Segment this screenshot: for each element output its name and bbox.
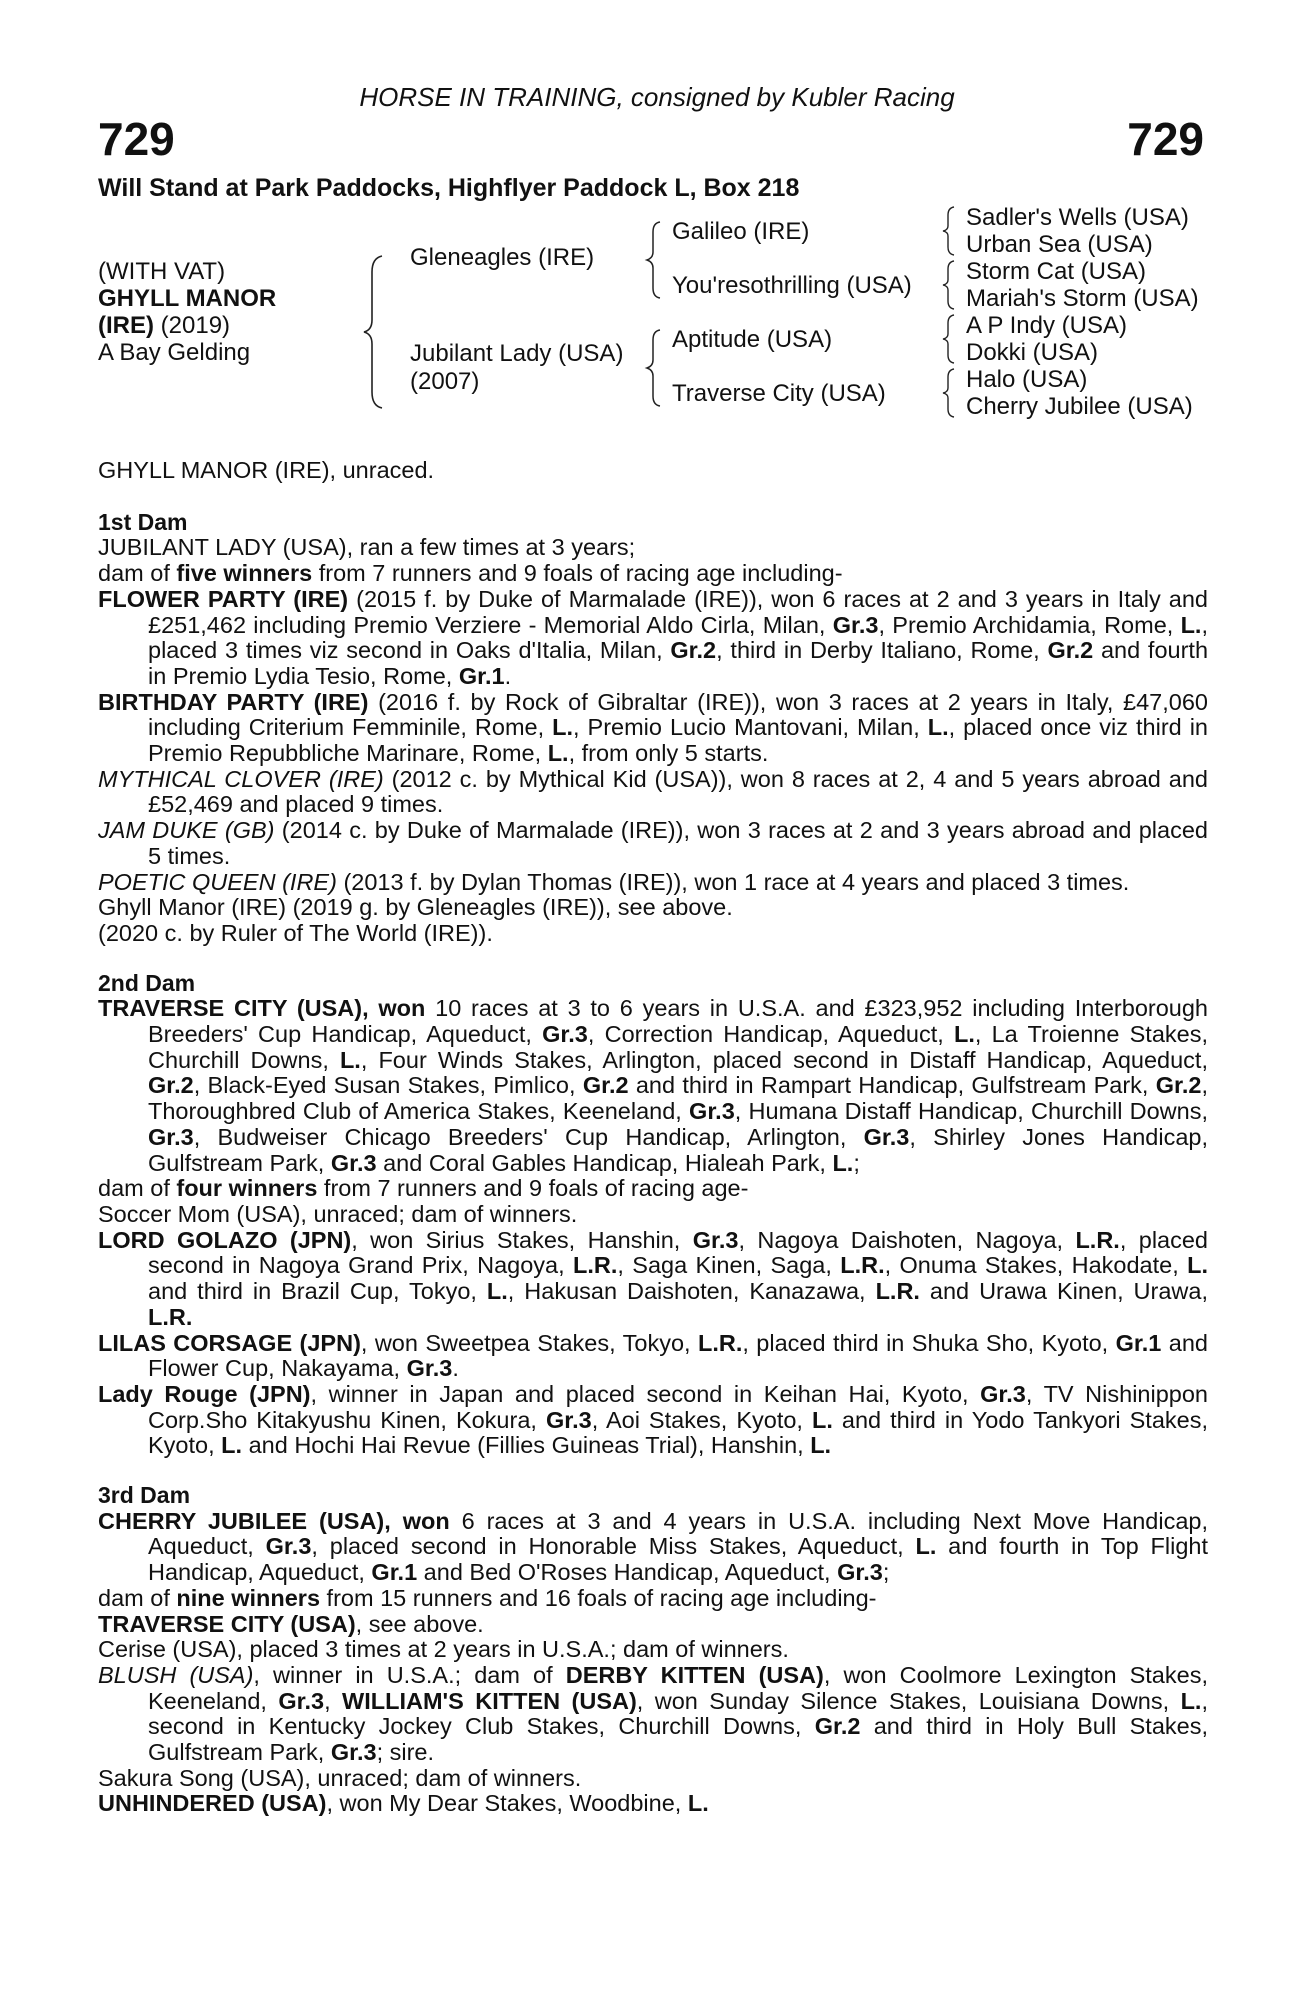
- ancestor-7: Halo (USA): [966, 366, 1088, 393]
- progeny-cerise: Cerise (USA), placed 3 times at 2 years in U.S.A.; dam of winners.: [98, 1636, 789, 1663]
- text-run: , placed second in Nagoya Grand Prix, Nagoya,: [148, 1226, 1208, 1279]
- text-run: and third in Yodo Tankyori Stakes, Kyoto,: [148, 1406, 1208, 1459]
- second-dam-heading: 2nd Dam: [98, 969, 196, 996]
- dam: Jubilant Lady (USA): [410, 340, 624, 367]
- text-run: L.: [1180, 1687, 1202, 1714]
- text-run: nine winners: [176, 1584, 321, 1611]
- text-run: UNHINDERED (USA): [98, 1790, 327, 1817]
- text-run: L.R.: [875, 1278, 920, 1305]
- text-run: , won Sweetpea Stakes, Tokyo,: [360, 1329, 698, 1356]
- brace-g2: [940, 258, 960, 312]
- text-run: and Coral Gables Handicap, Hialeah Park,: [376, 1149, 833, 1176]
- text-run: L.: [552, 714, 574, 741]
- text-run: , Budweiser Chicago Breeders' Cup Handicap, Arlington,: [193, 1123, 864, 1150]
- text-run: .: [452, 1355, 459, 1382]
- sire-dam: You'resothrilling (USA): [672, 272, 912, 299]
- text-run: Gr.1: [371, 1559, 418, 1586]
- text-run: and third in Holy Bull Stakes, Gulfstream Park,: [148, 1713, 1208, 1766]
- text-run: 10 races at 3 to 6 years in U.S.A. and £323,952 including Interborough Breeders' Cup Handicap, Aqueduct,: [148, 995, 1209, 1048]
- third-dam-heading: 3rd Dam: [98, 1482, 191, 1509]
- text-run: ; sire.: [376, 1739, 435, 1766]
- text-run: , won Sunday Silence Stakes, Louisiana Downs,: [636, 1687, 1181, 1714]
- text-run: Gr.3: [148, 1123, 194, 1150]
- first-dam-heading: 1st Dam: [98, 508, 188, 535]
- text-run: , won Coolmore Lexington Stakes, Keeneland,: [148, 1661, 1208, 1714]
- text-run: L.: [953, 1021, 975, 1048]
- text-run: from 15 runners and 16 foals of racing age including-: [320, 1584, 877, 1611]
- dam-sire: Aptitude (USA): [672, 326, 833, 353]
- text-run: .: [504, 662, 512, 689]
- text-run: WILLIAM'S KITTEN (USA): [342, 1687, 637, 1714]
- progeny-blush: [98, 1663, 1208, 1766]
- brace-sire: [644, 218, 668, 302]
- text-run: L.: [915, 1533, 937, 1560]
- text-run: (2016 f. by Rock of Gibraltar (IRE)), won 3 races at 2 years in Italy, £47,060 including Criterium Femminile, Rome,: [148, 688, 1208, 741]
- progeny-birthday-party: [98, 690, 1208, 767]
- second-dam-record: [98, 996, 1208, 1176]
- text-run: dam of: [98, 560, 177, 587]
- progeny-flower-party: [98, 587, 1208, 690]
- text-run: , Saga Kinen, Saga,: [617, 1252, 841, 1279]
- text-run: (2013 f. by Dylan Thomas (IRE)), won 1 race at 4 years and placed 3 times.: [336, 868, 1130, 895]
- ancestor-2: Urban Sea (USA): [966, 231, 1153, 258]
- text-run: TRAVERSE CITY (USA): [98, 1610, 356, 1637]
- text-run: , second in Kentucky Jockey Club Stakes, Churchill Downs,: [148, 1687, 1208, 1740]
- text-run: Gr.3: [330, 1739, 377, 1766]
- progeny-traverse-city: [98, 1612, 1208, 1638]
- text-run: L.R.: [148, 1303, 193, 1330]
- third-dam-record: [98, 1509, 1208, 1586]
- ancestor-5: A P Indy (USA): [966, 312, 1127, 339]
- text-run: L.: [547, 740, 569, 767]
- horse-year: (2019): [154, 312, 231, 339]
- text-run: Gr.3: [863, 1123, 910, 1150]
- text-run: and third in Brazil Cup, Tokyo,: [148, 1278, 487, 1305]
- text-run: , Premio Archidamia, Rome,: [878, 611, 1181, 638]
- text-run: dam of: [98, 1175, 177, 1202]
- text-run: Gr.2: [1155, 1072, 1202, 1099]
- second-dam-dam-of: [98, 1176, 1208, 1202]
- text-run: Gr.3: [692, 1226, 739, 1253]
- text-run: Gr.1: [458, 662, 505, 689]
- text-run: five winners: [176, 560, 313, 587]
- stand-location: Will Stand at Park Paddocks, Highflyer Paddock L, Box 218: [98, 174, 800, 202]
- brace-main: [360, 250, 400, 415]
- text-run: JAM DUKE (GB): [98, 817, 275, 844]
- progeny-ghyll-manor: Ghyll Manor (IRE) (2019 g. by Gleneagles (IRE)), see above.: [98, 894, 733, 921]
- text-run: dam of: [98, 1584, 177, 1611]
- text-run: Gr.2: [814, 1713, 861, 1740]
- progeny-jam-duke: [98, 818, 1208, 869]
- text-run: , Thoroughbred Club of America Stakes, Keeneland,: [148, 1072, 1208, 1125]
- vat-note: (WITH VAT): [98, 258, 226, 285]
- progeny-lilas-corsage: [98, 1331, 1208, 1382]
- text-run: L.R.: [573, 1252, 618, 1279]
- text-run: L.: [486, 1278, 508, 1305]
- text-run: Gr.2: [670, 637, 717, 664]
- text-run: (2012 c. by Mythical Kid (USA)), won 8 races at 2, 4 and 5 years abroad and £52,469 and placed 9 times.: [148, 765, 1208, 818]
- text-run: , placed once viz third in Premio Repubbliche Marinare, Rome,: [148, 714, 1208, 767]
- text-run: , La Troienne Stakes, Churchill Downs,: [148, 1021, 1208, 1073]
- progeny-unhindered: [98, 1791, 1208, 1817]
- lot-number-right: 729: [1127, 113, 1204, 165]
- text-run: , from only 5 starts.: [568, 740, 769, 767]
- text-run: , Onuma Stakes, Hakodate,: [884, 1252, 1188, 1279]
- text-run: L.R.: [840, 1252, 885, 1279]
- text-run: (2015 f. by Duke of Marmalade (IRE)), won 6 races at 2 and 3 years in Italy and £251,462 including Premio Verziere - Memorial Aldo Cirla, Milan,: [148, 585, 1208, 638]
- text-run: Gr.3: [980, 1380, 1026, 1407]
- text-run: 6 races at 3 and 4 years in U.S.A. including Next Move Handicap, Aqueduct,: [148, 1507, 1208, 1560]
- ancestor-1: Sadler's Wells (USA): [966, 204, 1189, 231]
- text-run: Gr.3: [689, 1098, 735, 1125]
- text-run: Gr.3: [265, 1533, 312, 1560]
- text-run: , placed third in Shuka Sho, Kyoto,: [742, 1329, 1116, 1356]
- text-run: , third in Derby Italiano, Rome,: [716, 637, 1048, 664]
- text-run: and fourth in Premio Lydia Tesio, Rome,: [148, 637, 1209, 689]
- progeny-lord-golazo: [98, 1228, 1208, 1331]
- text-run: , TV Nishinippon Corp.Sho Kitakyushu Kinen, Kokura,: [148, 1380, 1208, 1433]
- brace-dam: [644, 326, 668, 410]
- text-run: Lady Rouge (JPN): [98, 1380, 311, 1407]
- text-run: , Four Winds Stakes, Arlington, placed second in Distaff Handicap, Aqueduct,: [360, 1046, 1208, 1073]
- text-run: DERBY KITTEN (USA): [565, 1661, 824, 1688]
- text-run: , Black-Eyed Susan Stakes, Pimlico,: [193, 1072, 583, 1099]
- sire: Gleneagles (IRE): [410, 244, 595, 271]
- page-content: [98, 458, 1208, 1817]
- text-run: ;: [882, 1559, 890, 1586]
- text-run: , won Sirius Stakes, Hanshin,: [351, 1226, 693, 1253]
- text-run: , placed second in Honorable Miss Stakes, Aqueduct,: [311, 1533, 916, 1560]
- text-run: L.: [811, 1406, 833, 1433]
- ancestor-6: Dokki (USA): [966, 339, 1099, 366]
- text-run: and Hochi Hai Revue (Fillies Guineas Trial), Hanshin,: [242, 1432, 811, 1459]
- horse-country: (IRE): [98, 312, 154, 339]
- text-run: , Shirley Jones Handicap, Gulfstream Park,: [148, 1123, 1208, 1176]
- text-run: CHERRY JUBILEE (USA), won: [98, 1507, 450, 1534]
- text-run: L.: [1180, 611, 1202, 638]
- horse-name-year: [98, 312, 276, 339]
- text-run: , Humana Distaff Handicap, Churchill Downs,: [734, 1098, 1208, 1125]
- text-run: and third in Rampart Handicap, Gulfstream Park,: [628, 1072, 1156, 1099]
- text-run: MYTHICAL CLOVER (IRE): [98, 765, 384, 792]
- text-run: , Correction Handicap, Aqueduct,: [587, 1021, 954, 1048]
- text-run: Gr.3: [832, 611, 879, 638]
- ancestor-8: Cherry Jubilee (USA): [966, 393, 1193, 420]
- dam-dam: Traverse City (USA): [672, 380, 886, 407]
- text-run: Gr.2: [148, 1072, 194, 1099]
- text-run: BIRTHDAY PARTY (IRE): [98, 688, 369, 715]
- text-run: from 7 runners and 9 foals of racing age-: [317, 1175, 749, 1202]
- text-run: L.: [1187, 1252, 1208, 1279]
- text-run: L.: [810, 1432, 832, 1459]
- text-run: four winners: [176, 1175, 318, 1202]
- text-run: , winner in U.S.A.; dam of: [253, 1661, 566, 1688]
- unraced-line: GHYLL MANOR (IRE), unraced.: [98, 457, 435, 483]
- text-run: , placed 3 times viz second in Oaks d'Italia, Milan,: [148, 611, 1208, 664]
- first-dam-intro: JUBILANT LADY (USA), ran a few times at 3 years;: [98, 534, 636, 561]
- text-run: , winner in Japan and placed second in Keihan Hai, Kyoto,: [310, 1380, 981, 1407]
- text-run: LILAS CORSAGE (JPN): [98, 1329, 361, 1356]
- text-run: , Nagoya Daishoten, Nagoya,: [738, 1226, 1076, 1253]
- text-run: Gr.3: [837, 1559, 883, 1586]
- brace-g4: [940, 366, 960, 420]
- lot-number-left: 729: [98, 113, 175, 165]
- text-run: , Hakusan Daishoten, Kanazawa,: [507, 1278, 876, 1305]
- text-run: L.R.: [697, 1329, 743, 1356]
- text-run: and Urawa Kinen, Urawa,: [919, 1278, 1208, 1305]
- text-run: TRAVERSE CITY (USA), won: [98, 995, 426, 1022]
- horse-name: GHYLL MANOR: [98, 285, 277, 312]
- ancestor-4: Mariah's Storm (USA): [966, 285, 1199, 312]
- text-run: Gr.1: [1115, 1329, 1162, 1356]
- text-run: Gr.3: [278, 1687, 325, 1714]
- text-run: Gr.3: [406, 1355, 453, 1382]
- text-run: , see above.: [355, 1610, 484, 1637]
- progeny-mythical-clover: [98, 767, 1208, 818]
- sire-sire: Galileo (IRE): [672, 218, 810, 245]
- text-run: and Bed O'Roses Handicap, Aqueduct,: [417, 1559, 838, 1586]
- text-run: L.: [927, 714, 949, 741]
- progeny-lady-rouge: [98, 1382, 1208, 1459]
- first-dam-dam-of: [98, 561, 1208, 587]
- text-run: L.: [687, 1790, 709, 1817]
- horse-summary: [98, 258, 276, 366]
- progeny-soccer-mom: Soccer Mom (USA), unraced; dam of winners.: [98, 1200, 578, 1227]
- brace-g3: [940, 312, 960, 366]
- progeny-poetic-queen: [98, 870, 1208, 896]
- dam-year: (2007): [410, 368, 480, 395]
- text-run: L.: [339, 1046, 361, 1073]
- progeny-sakura-song: Sakura Song (USA), unraced; dam of winners.: [98, 1764, 582, 1791]
- text-run: ,: [324, 1687, 343, 1714]
- text-run: Gr.3: [542, 1021, 588, 1048]
- text-run: L.: [221, 1432, 243, 1459]
- text-run: , Aoi Stakes, Kyoto,: [591, 1406, 812, 1433]
- text-run: POETIC QUEEN (IRE): [98, 868, 337, 895]
- text-run: from 7 runners and 9 foals of racing age including-: [312, 560, 843, 587]
- third-dam-dam-of: [98, 1586, 1208, 1612]
- text-run: Gr.2: [582, 1072, 629, 1099]
- text-run: FLOWER PARTY (IRE): [98, 585, 349, 612]
- text-run: BLUSH (USA): [98, 1661, 254, 1688]
- text-run: , Premio Lucio Mantovani, Milan,: [573, 714, 928, 741]
- progeny-2020-colt: (2020 c. by Ruler of The World (IRE)).: [98, 919, 493, 946]
- text-run: LORD GOLAZO (JPN): [98, 1226, 352, 1253]
- text-run: ;: [853, 1149, 860, 1176]
- text-run: and fourth in Top Flight Handicap, Aqueduct,: [148, 1533, 1208, 1586]
- text-run: L.: [832, 1149, 854, 1176]
- text-run: Gr.2: [1047, 637, 1094, 664]
- brace-g1: [940, 204, 960, 258]
- text-run: (2014 c. by Duke of Marmalade (IRE)), won 3 races at 2 and 3 years abroad and placed 5 times.: [148, 817, 1208, 869]
- consignor-line: HORSE IN TRAINING, consigned by Kubler Racing: [359, 82, 955, 112]
- horse-description: A Bay Gelding: [98, 339, 251, 366]
- text-run: Gr.3: [545, 1406, 592, 1433]
- ancestor-3: Storm Cat (USA): [966, 258, 1147, 285]
- text-run: Gr.3: [330, 1149, 377, 1176]
- text-run: and Flower Cup, Nakayama,: [148, 1329, 1208, 1382]
- text-run: , won My Dear Stakes, Woodbine,: [326, 1790, 688, 1817]
- text-run: L.R.: [1075, 1226, 1120, 1253]
